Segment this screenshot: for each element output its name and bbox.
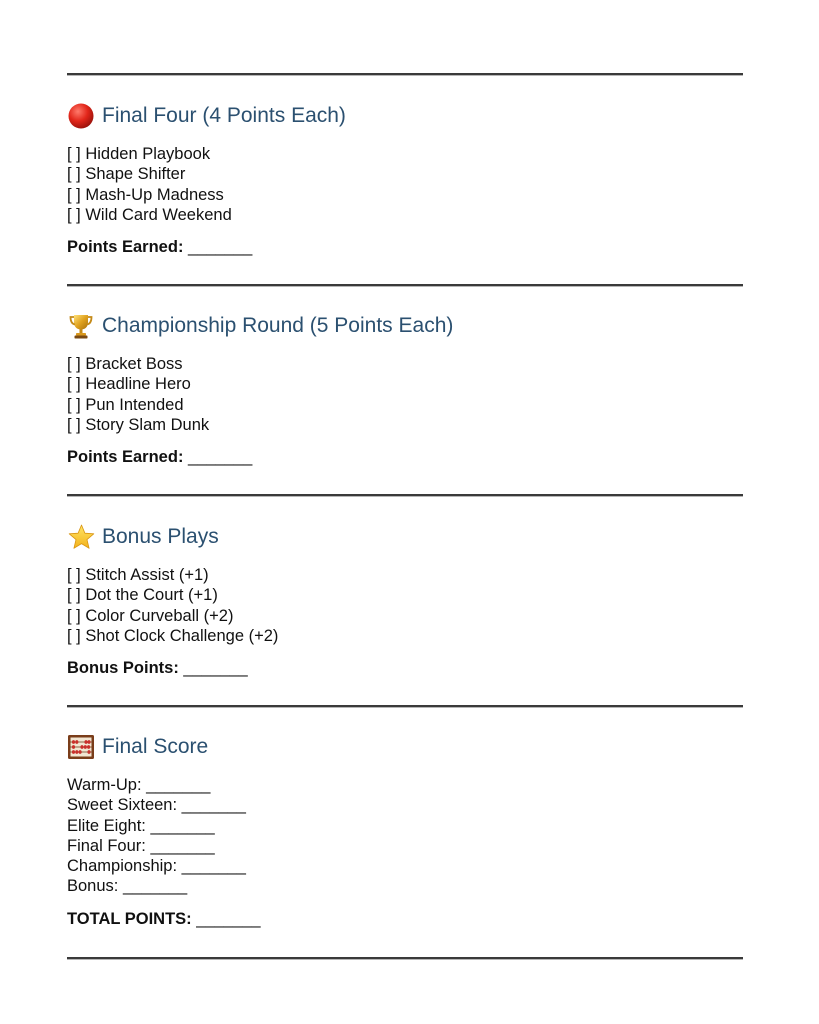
list-item[interactable]: [ ] Color Curveball (+2) (67, 606, 234, 625)
section-title: Championship Round (5 Points Each) (102, 314, 454, 337)
bonus-points (67, 658, 743, 678)
list-item[interactable]: [ ] Shape Shifter (67, 165, 186, 184)
list-item[interactable]: [ ] Dot the Court (+1) (67, 586, 218, 605)
points-blank[interactable]: _______ (188, 448, 253, 467)
list-item[interactable]: [ ] Mash-Up Madness (67, 185, 224, 204)
points-label: Bonus Points: (67, 659, 179, 678)
score-line-championship[interactable]: Championship: _______ (67, 857, 246, 876)
divider (67, 73, 743, 76)
points-label: Points Earned: (67, 238, 184, 257)
divider (67, 494, 743, 497)
section-heading (67, 522, 743, 552)
points-blank[interactable]: _______ (183, 659, 248, 678)
section-heading (67, 732, 743, 762)
section-final-score (67, 732, 743, 929)
list-item[interactable]: [ ] Headline Hero (67, 375, 191, 394)
score-line-sweet-sixteen[interactable]: Sweet Sixteen: _______ (67, 796, 246, 815)
red-circle-icon (67, 102, 95, 130)
score-list (67, 775, 743, 897)
score-line-bonus[interactable]: Bonus: _______ (67, 877, 188, 896)
trophy-icon (67, 312, 95, 340)
list-item[interactable]: [ ] Pun Intended (67, 395, 184, 414)
section-heading (67, 101, 743, 131)
list-item[interactable]: [ ] Stitch Assist (+1) (67, 566, 209, 584)
list-item[interactable]: [ ] Wild Card Weekend (67, 205, 232, 224)
points-label: Points Earned: (67, 448, 184, 467)
points-blank[interactable]: _______ (188, 238, 253, 257)
list-item[interactable]: [ ] Hidden Playbook (67, 145, 211, 163)
divider (67, 957, 743, 960)
list-item[interactable]: [ ] Story Slam Dunk (67, 415, 210, 434)
score-line-final-four[interactable]: Final Four: _______ (67, 836, 215, 855)
divider (67, 284, 743, 287)
divider (67, 705, 743, 708)
score-line-elite-eight[interactable]: Elite Eight: _______ (67, 816, 215, 835)
checklist (67, 565, 743, 646)
section-bonus-plays (67, 522, 743, 678)
points-earned (67, 237, 743, 257)
section-final-four (67, 101, 743, 257)
section-title: Final Four (4 Points Each) (102, 104, 346, 127)
list-item[interactable]: [ ] Bracket Boss (67, 355, 183, 373)
list-item[interactable]: [ ] Shot Clock Challenge (+2) (67, 626, 279, 645)
points-label: TOTAL POINTS: (67, 909, 192, 928)
checklist (67, 354, 743, 435)
checklist (67, 144, 743, 225)
points-blank[interactable]: _______ (196, 909, 261, 928)
points-earned (67, 447, 743, 467)
section-championship-round (67, 311, 743, 467)
abacus-icon (67, 733, 95, 761)
section-title: Bonus Plays (102, 525, 219, 548)
section-heading (67, 311, 743, 341)
total-points (67, 909, 743, 929)
star-icon (67, 523, 95, 551)
section-title: Final Score (102, 735, 209, 758)
score-line-warm-up[interactable]: Warm-Up: _______ (67, 776, 211, 794)
